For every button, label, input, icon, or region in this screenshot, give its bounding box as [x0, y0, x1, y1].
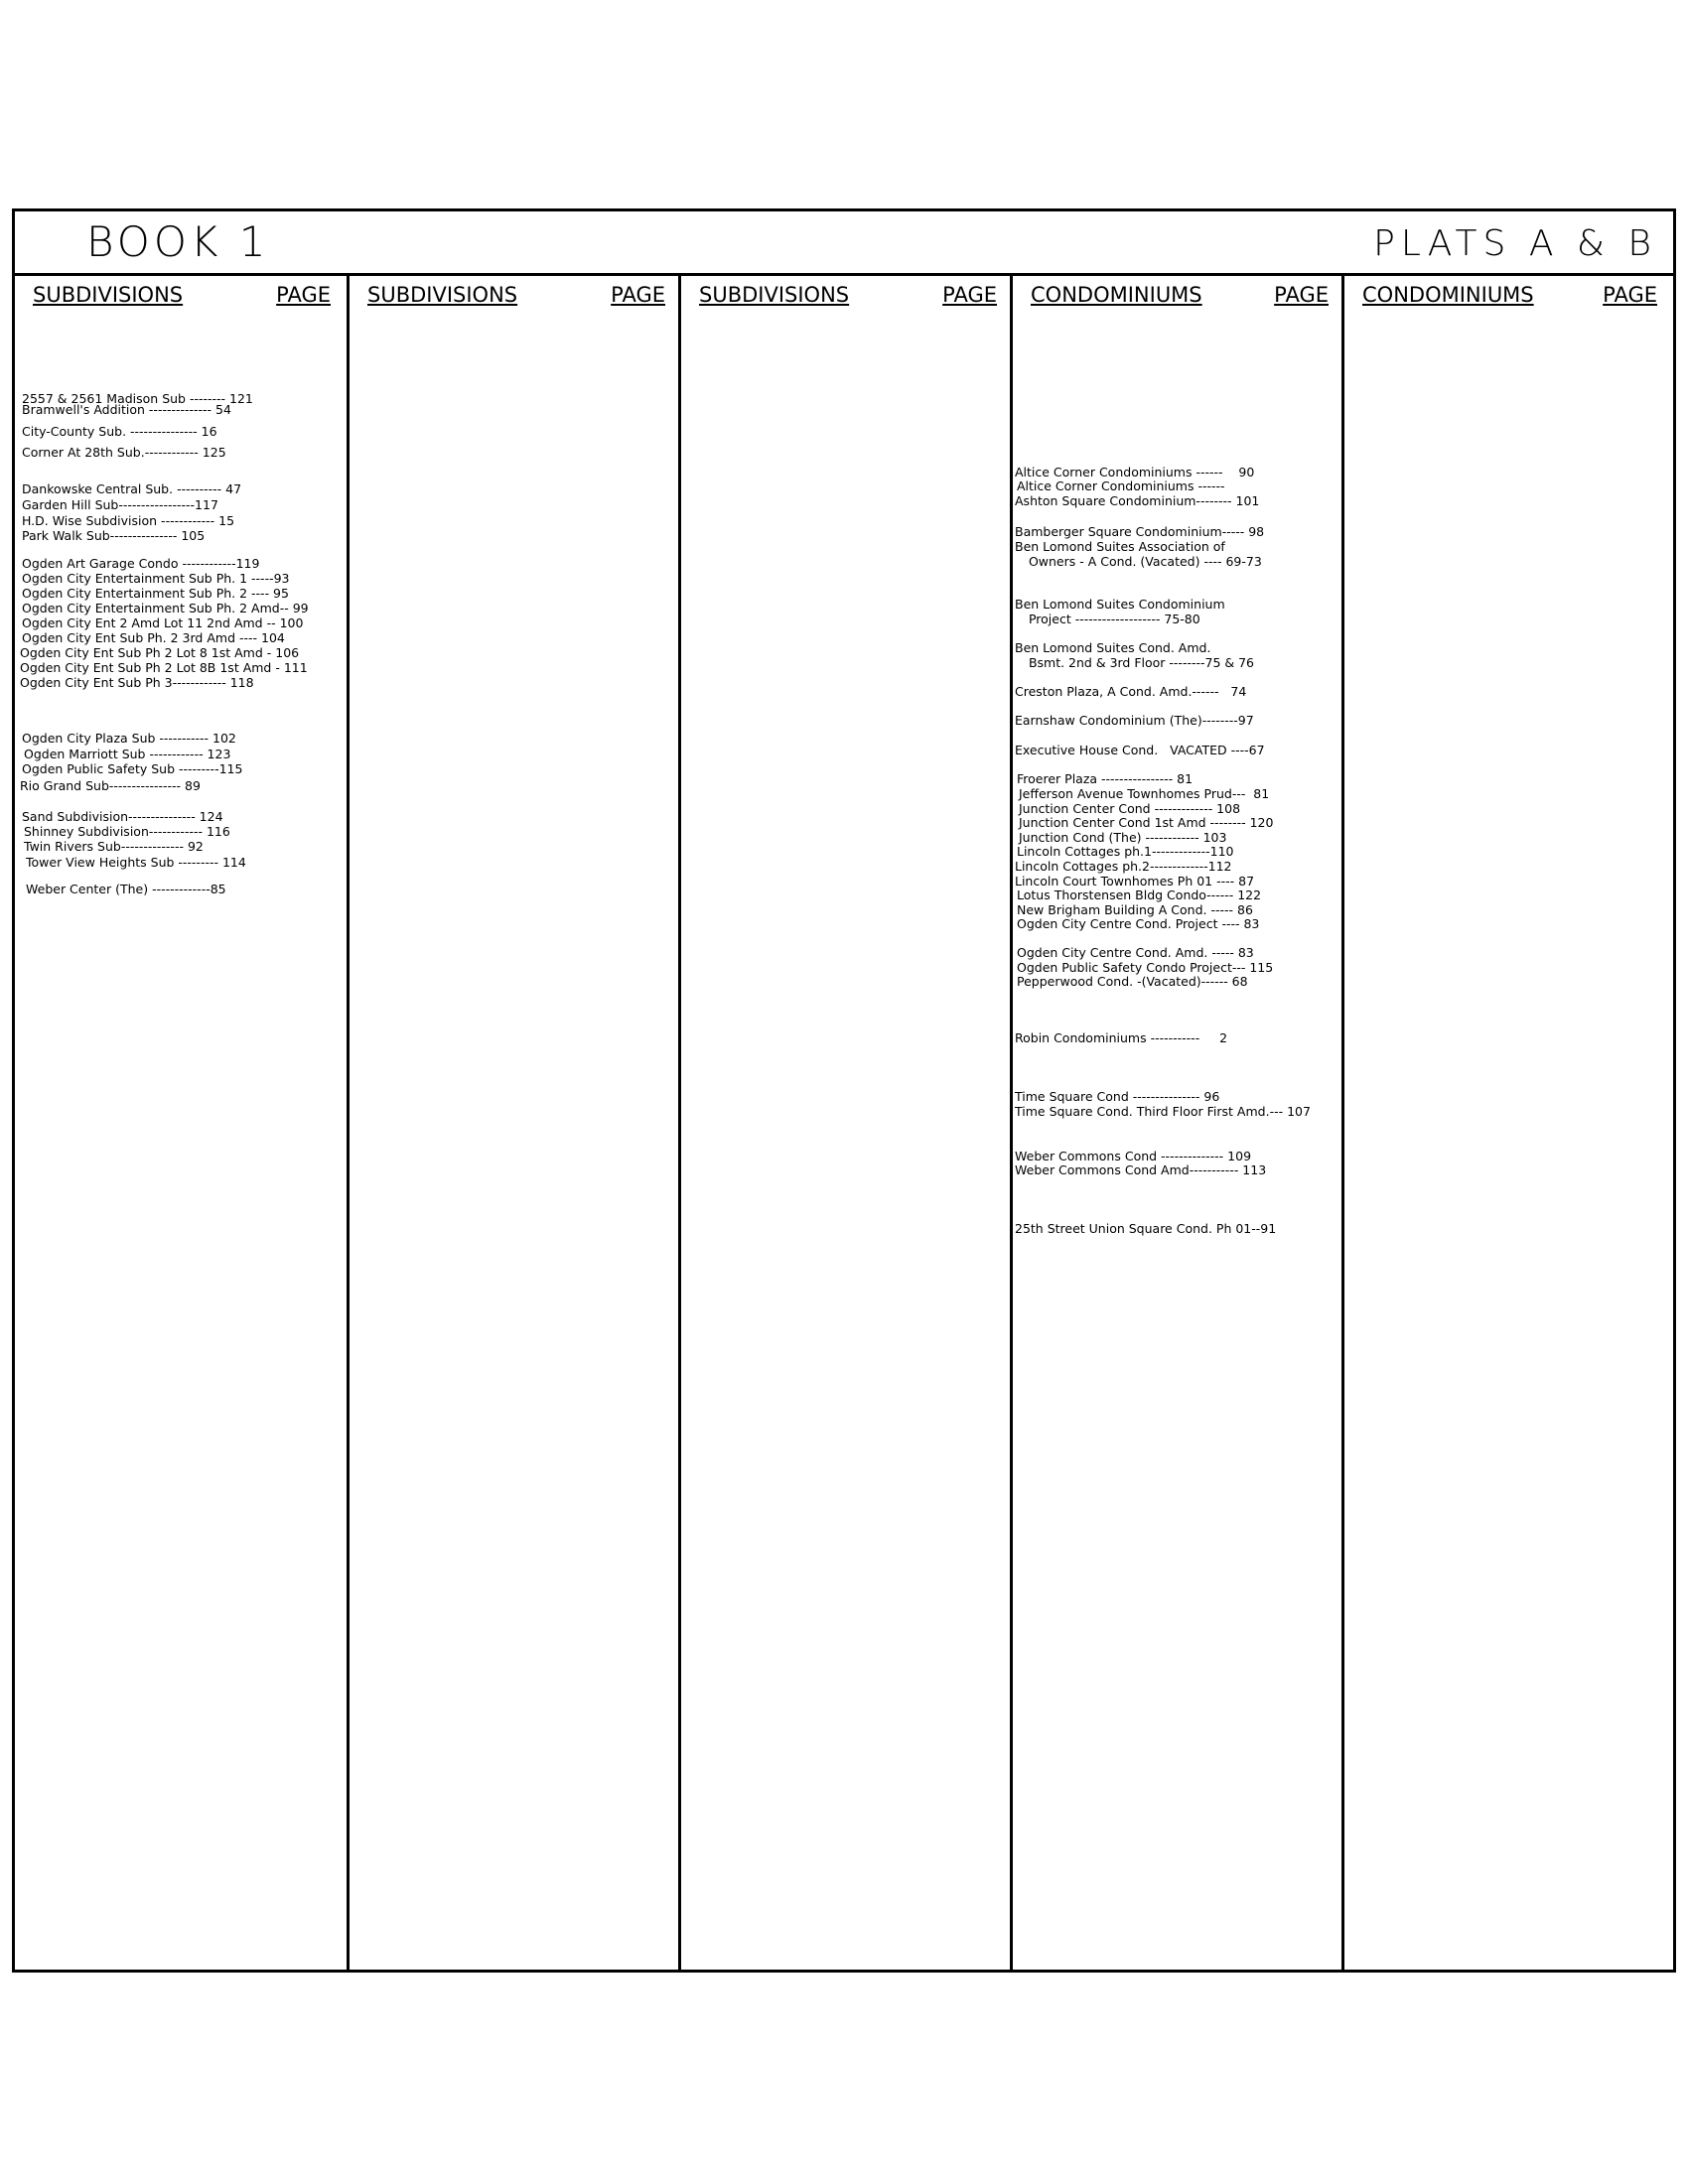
- subdivision-entry: 2557 & 2561 Madison Sub -------- 121: [22, 391, 253, 406]
- subdivision-entry: Ogden City Ent Sub Ph. 2 3rd Amd ---- 104: [22, 630, 285, 645]
- condominium-entry: Bsmt. 2nd & 3rd Floor --------75 & 76: [1021, 655, 1255, 670]
- condominium-entry: Robin Condominiums ----------- 2: [1015, 1030, 1228, 1045]
- column-header-page: PAGE: [942, 283, 997, 307]
- column-header-page: PAGE: [276, 283, 331, 307]
- condominium-entry: New Brigham Building A Cond. ----- 86: [1017, 902, 1253, 917]
- subdivision-entry: Ogden City Ent Sub Ph 3------------ 118: [20, 675, 254, 690]
- condominium-entry: Froerer Plaza ---------------- 81: [1017, 771, 1194, 786]
- condominium-entry: Owners - A Cond. (Vacated) ---- 69-73: [1021, 554, 1262, 569]
- subdivision-entry: Garden Hill Sub-----------------117: [22, 497, 218, 512]
- subdivision-entry: Rio Grand Sub---------------- 89: [20, 778, 201, 793]
- subdivision-entry: Ogden City Plaza Sub ----------- 102: [22, 731, 236, 746]
- title-bar: [15, 211, 1673, 276]
- condominium-entry: Junction Center Cond 1st Amd -------- 120: [1019, 815, 1274, 830]
- column-header-title: CONDOMINIUMS: [1031, 283, 1202, 307]
- column-header-title: SUBDIVISIONS: [699, 283, 850, 307]
- condominium-entry: Altice Corner Condominiums ------ 90: [1015, 465, 1255, 479]
- column-header-page: PAGE: [1603, 283, 1657, 307]
- subdivision-entry: Corner At 28th Sub.------------ 125: [22, 445, 226, 460]
- column-subdivisions-3: [678, 273, 1013, 1970]
- condominium-entry: Ogden City Centre Cond. Amd. ----- 83: [1017, 945, 1254, 960]
- subdivision-entry: Bramwell's Addition -------------- 54: [22, 402, 231, 417]
- condominium-entry: Lotus Thorstensen Bldg Condo------ 122: [1017, 887, 1262, 902]
- condominium-entry: Ogden City Centre Cond. Project ---- 83: [1017, 916, 1260, 931]
- condominium-entry: Ben Lomond Suites Cond. Amd.: [1015, 640, 1211, 655]
- condominium-entry: Lincoln Cottages ph.2-------------112: [1015, 859, 1232, 874]
- condominium-entry: Junction Cond (The) ------------ 103: [1019, 830, 1227, 845]
- column-condominiums-1: [1010, 273, 1344, 1970]
- condominium-entry: Lincoln Court Townhomes Ph 01 ---- 87: [1015, 874, 1255, 888]
- column-header: [681, 283, 1013, 313]
- column-header-title: CONDOMINIUMS: [1362, 283, 1534, 307]
- condominium-entry: Weber Commons Cond Amd----------- 113: [1015, 1162, 1267, 1177]
- column-subdivisions-2: [347, 273, 681, 1970]
- subdivision-entry: Ogden City Entertainment Sub Ph. 1 -----93: [22, 571, 290, 586]
- subdivision-entry: Park Walk Sub--------------- 105: [22, 528, 206, 543]
- plat-index-sheet: [12, 208, 1676, 1973]
- condominium-entry: Jefferson Avenue Townhomes Prud--- 81: [1019, 786, 1270, 801]
- column-header-title: SUBDIVISIONS: [33, 283, 184, 307]
- subdivision-entry: Tower View Heights Sub --------- 114: [26, 855, 246, 870]
- subdivision-entry: City-County Sub. --------------- 16: [22, 424, 217, 439]
- subdivision-entry: Ogden City Ent 2 Amd Lot 11 2nd Amd -- 100: [22, 615, 304, 630]
- subdivision-entry: Shinney Subdivision------------ 116: [24, 824, 230, 839]
- subdivision-entry: Twin Rivers Sub-------------- 92: [24, 839, 204, 854]
- subdivision-entry: Ogden City Entertainment Sub Ph. 2 Amd-- 99: [22, 601, 309, 615]
- column-header: [1344, 283, 1673, 313]
- condominium-entry: Lincoln Cottages ph.1-------------110: [1017, 844, 1234, 859]
- subdivision-entry: Ogden City Entertainment Sub Ph. 2 ---- 95: [22, 586, 289, 601]
- condominium-entry: Junction Center Cond ------------- 108: [1019, 801, 1241, 816]
- plats-title: PLATS A & B: [1373, 223, 1657, 264]
- condominium-entry: Time Square Cond. Third Floor First Amd.--- 107: [1015, 1104, 1311, 1119]
- condominium-entry: Project ------------------- 75-80: [1021, 612, 1200, 626]
- column-header-page: PAGE: [1274, 283, 1329, 307]
- subdivision-entry: Dankowske Central Sub. ---------- 47: [22, 481, 242, 496]
- condominium-entry: Weber Commons Cond -------------- 109: [1015, 1149, 1252, 1163]
- subdivision-entry: Weber Center (The) -------------85: [26, 882, 226, 896]
- condominium-entry: Ben Lomond Suites Association of: [1015, 539, 1225, 554]
- column-header-page: PAGE: [611, 283, 665, 307]
- condominium-entry: Executive House Cond. VACATED ----67: [1015, 743, 1265, 757]
- column-subdivisions-1: [15, 273, 347, 1970]
- condominium-entry: Time Square Cond --------------- 96: [1015, 1089, 1220, 1104]
- condominium-entry: Ogden Public Safety Condo Project--- 115: [1017, 960, 1274, 975]
- condominium-entry: Pepperwood Cond. -(Vacated)------ 68: [1017, 974, 1248, 989]
- condominium-entry: Bamberger Square Condominium----- 98: [1015, 524, 1265, 539]
- subdivision-entry: Ogden City Ent Sub Ph 2 Lot 8B 1st Amd - 111: [20, 660, 308, 675]
- column-header: [350, 283, 681, 313]
- subdivision-entry: Sand Subdivision--------------- 124: [22, 809, 223, 824]
- condominium-entry: Creston Plaza, A Cond. Amd.------ 74: [1015, 684, 1247, 699]
- condominium-entry: Ashton Square Condominium-------- 101: [1015, 493, 1260, 508]
- column-header: [15, 283, 347, 313]
- subdivision-entry: H.D. Wise Subdivision ------------ 15: [22, 513, 235, 528]
- subdivision-entry: Ogden City Ent Sub Ph 2 Lot 8 1st Amd - 106: [20, 645, 300, 660]
- condominium-entry: Earnshaw Condominium (The)--------97: [1015, 713, 1254, 728]
- subdivision-entry: Ogden Public Safety Sub ---------115: [22, 761, 243, 776]
- column-header: [1013, 283, 1344, 313]
- book-title: BOOK 1: [86, 217, 270, 266]
- condominium-entry: 25th Street Union Square Cond. Ph 01--91: [1015, 1221, 1277, 1236]
- condominium-entry: Ben Lomond Suites Condominium: [1015, 597, 1225, 612]
- subdivision-entry: Ogden Art Garage Condo ------------119: [22, 556, 260, 571]
- subdivision-entry: Ogden Marriott Sub ------------ 123: [24, 747, 231, 761]
- column-condominiums-2: [1341, 273, 1673, 1970]
- condominium-entry: Altice Corner Condominiums ------: [1017, 478, 1225, 493]
- column-header-title: SUBDIVISIONS: [367, 283, 518, 307]
